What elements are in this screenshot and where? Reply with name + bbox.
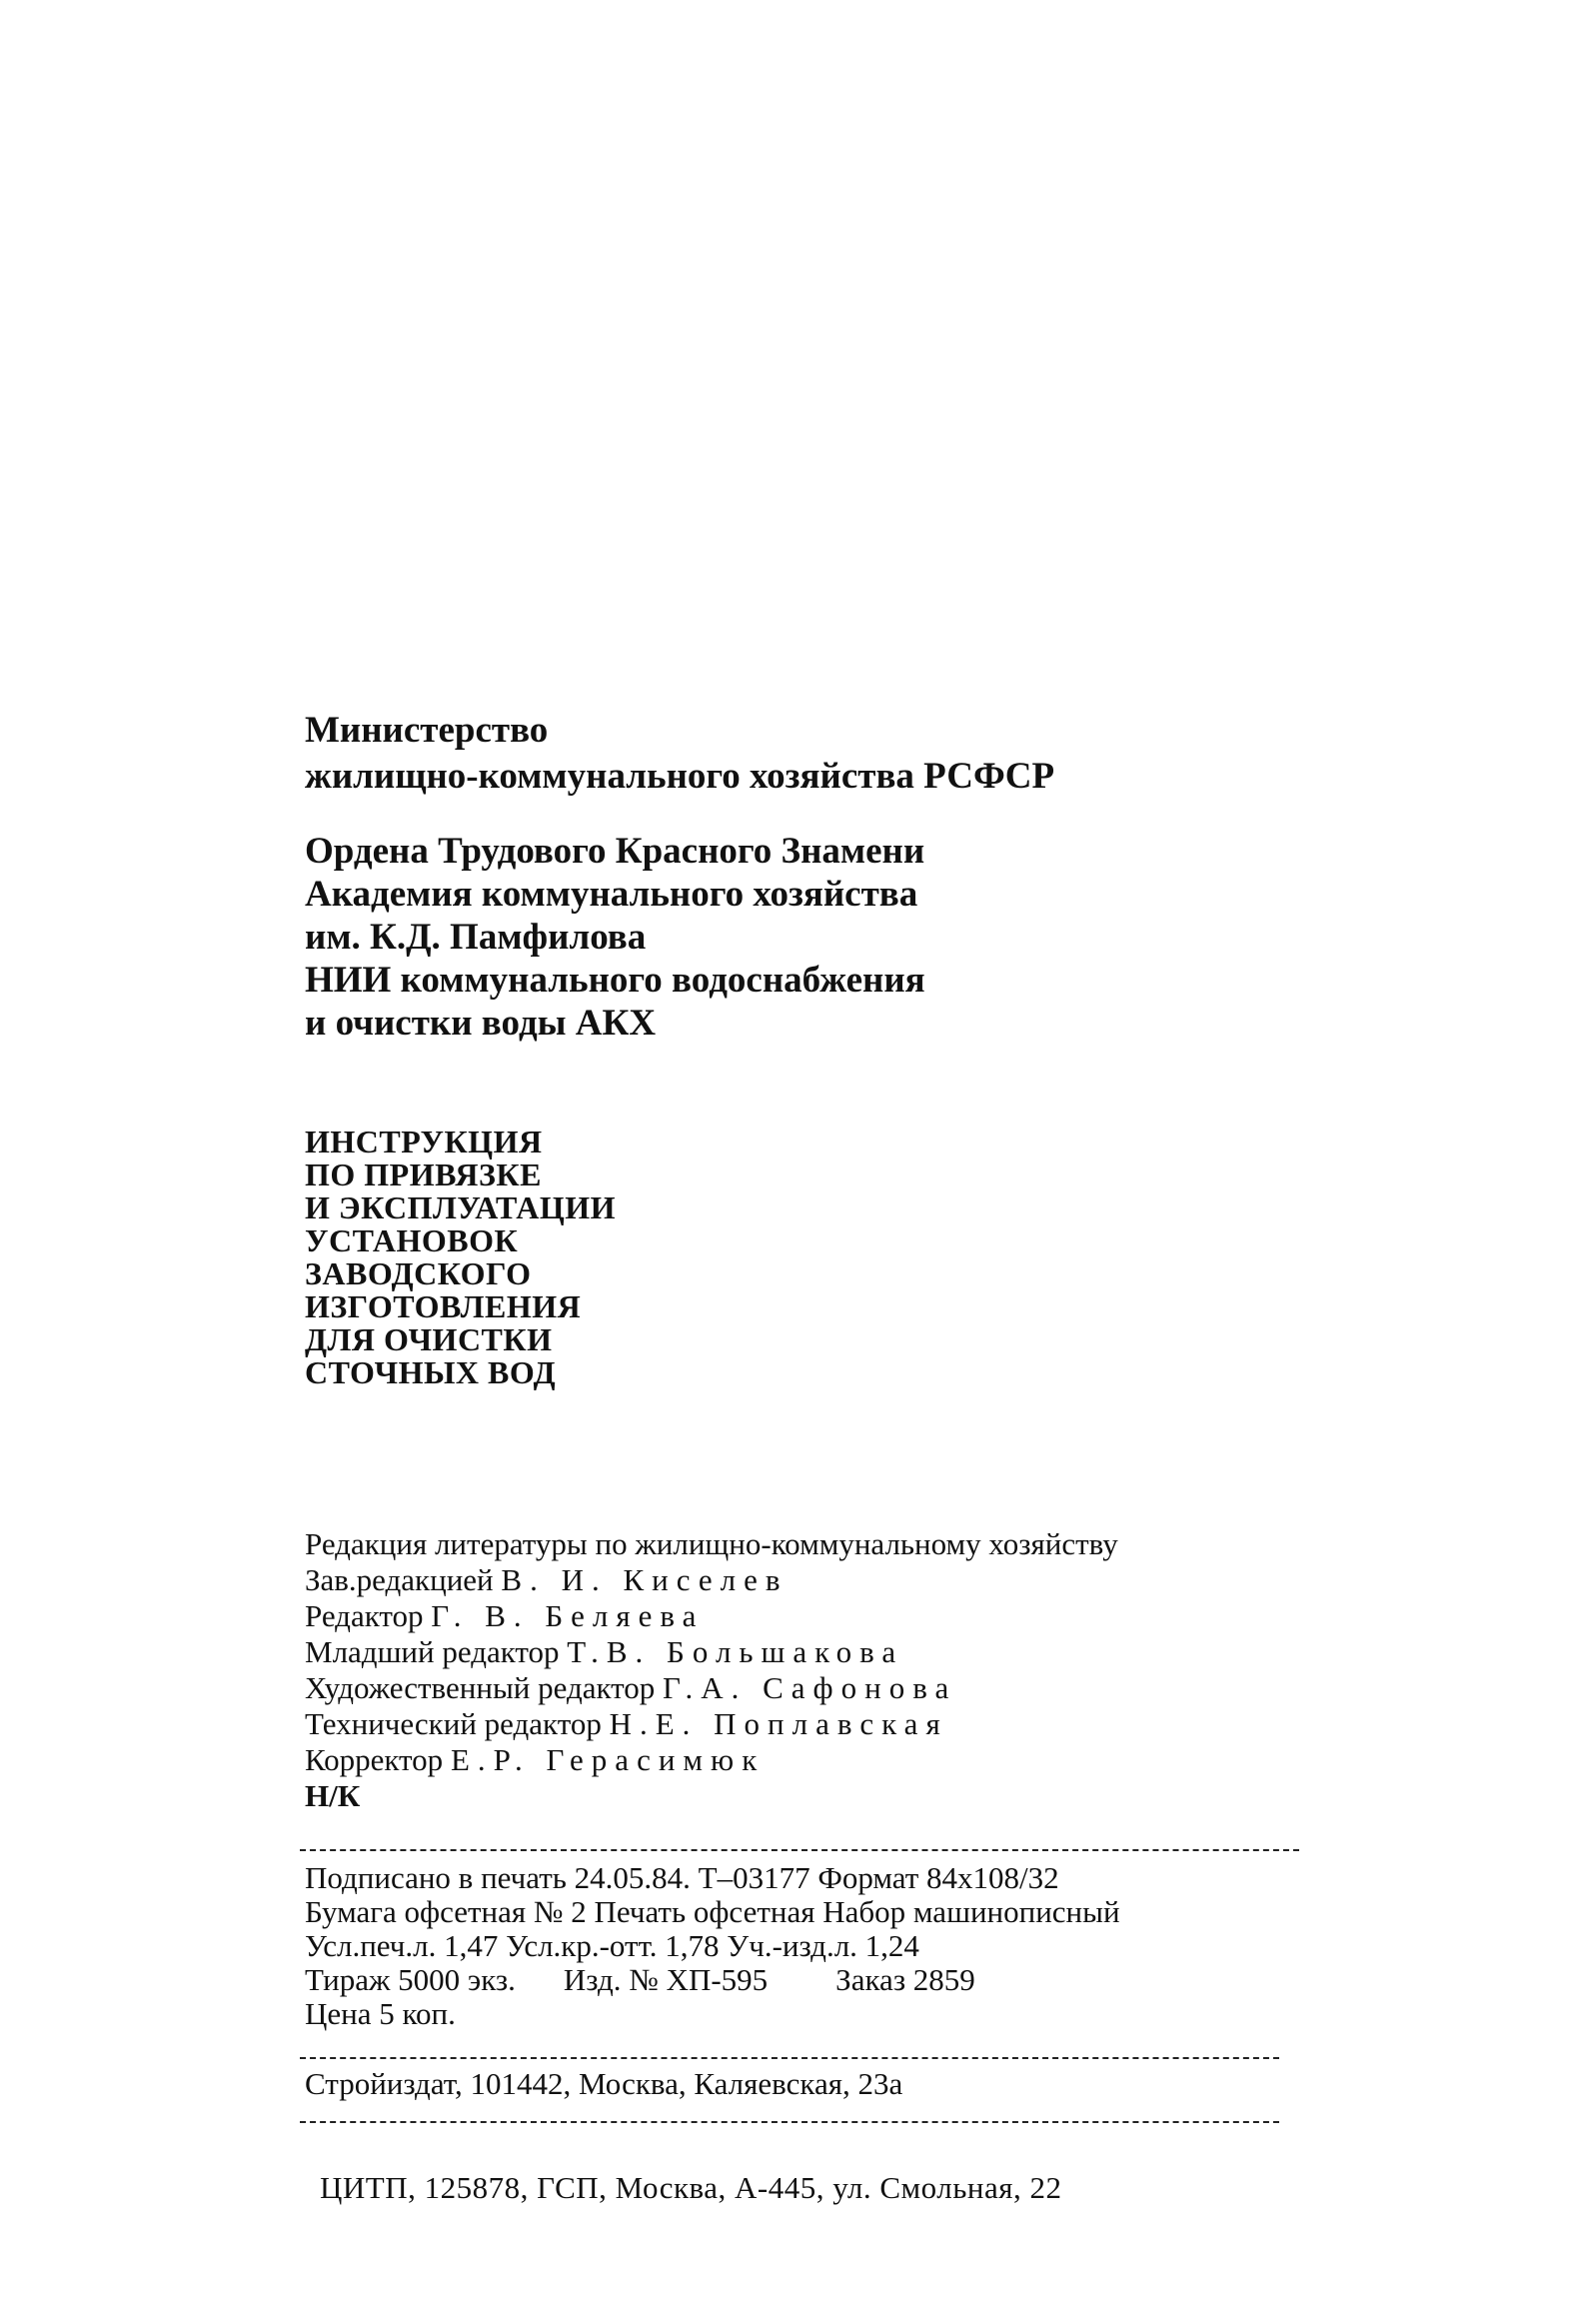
ministry-block [305, 708, 1054, 800]
print-line [305, 1861, 1120, 1895]
divider [300, 2121, 1279, 2123]
credits-block [305, 1526, 1118, 1814]
head-editor-line [305, 1562, 1118, 1598]
izd-number: Изд. № ХП-595 [563, 1962, 769, 1997]
academy-line: НИИ коммунального водоснабжения [305, 960, 925, 1001]
divider [300, 2057, 1279, 2059]
tirazh: Тираж 5000 экз. [305, 1962, 516, 1997]
title-line: ДЛЯ ОЧИСТКИ [305, 1321, 553, 1357]
price: Цена 5 коп. [305, 1996, 456, 2031]
print-type: Печать офсетная [594, 1894, 815, 1929]
corrector-line [305, 1742, 1118, 1778]
academy-line: и очистки воды АКХ [305, 1003, 657, 1044]
editor-role: Редактор [305, 1598, 424, 1633]
signed-date: Подписано в печать 24.05.84. [305, 1860, 691, 1895]
printer-address: ЦИТП, 125878, ГСП, Москва, А-445, ул. Смольная, 22 [320, 2170, 1062, 2205]
ministry-line: Министерство [305, 710, 549, 751]
print-line [305, 1929, 1120, 1963]
order-number: Заказ 2859 [835, 1962, 975, 1997]
tech-editor-line [305, 1706, 1118, 1742]
print-line [305, 1963, 1120, 1997]
uch-izd: Уч.-изд.л. 1,24 [727, 1928, 919, 1963]
title-line: ПО ПРИВЯЗКЕ [305, 1156, 542, 1192]
title-line: ЗАВОДСКОГО [305, 1255, 532, 1291]
corrector-role: Корректор [305, 1742, 444, 1777]
editor-line [305, 1598, 1118, 1634]
junior-editor-role: Младший редактор [305, 1634, 560, 1669]
usl-pech: Усл.печ.л. 1,47 [305, 1928, 499, 1963]
title-line: ИЗГОТОВЛЕНИЯ [305, 1288, 582, 1324]
junior-editor-name: Т.В. Большакова [567, 1634, 904, 1669]
academy-block [305, 830, 925, 1045]
junior-editor-line [305, 1634, 1118, 1670]
title-line: СТОЧНЫХ ВОД [305, 1354, 557, 1390]
title-line: ИНСТРУКЦИЯ [305, 1124, 543, 1159]
t-number: Т–03177 [698, 1860, 810, 1895]
academy-line: Академия коммунального хозяйства [305, 874, 918, 915]
head-editor-name: В. И. Киселев [501, 1562, 789, 1597]
divider [300, 1849, 1299, 1851]
academy-line: им. К.Д. Памфилова [305, 917, 647, 958]
title-line: И ЭКСПЛУАТАЦИИ [305, 1189, 617, 1225]
paper: Бумага офсетная № 2 [305, 1894, 587, 1929]
art-editor-name: Г.А. Сафонова [663, 1670, 957, 1705]
tech-editor-role: Технический редактор [305, 1706, 602, 1741]
head-editor-role: Зав.редакцией [305, 1562, 494, 1597]
publisher-address: Стройиздат, 101442, Москва, Каляевская, 23а [305, 2066, 903, 2101]
document-title [305, 1126, 616, 1389]
ministry-line: жилищно-коммунального хозяйства РСФСР [305, 756, 1055, 797]
academy-line: Ордена Трудового Красного Знамени [305, 831, 925, 872]
art-editor-line [305, 1670, 1118, 1706]
print-info-block [305, 1861, 1120, 2031]
editor-name: Г. В. Беляева [431, 1598, 705, 1633]
typeset: Набор машинописный [822, 1894, 1120, 1929]
usl-kr: Усл.кр.-отт. 1,78 [506, 1928, 720, 1963]
nk-mark: Н/К [305, 1778, 361, 1813]
format: Формат 84х108/32 [817, 1860, 1059, 1895]
title-line: УСТАНОВОК [305, 1222, 519, 1258]
tech-editor-name: Н.Е. Поплавская [609, 1706, 948, 1741]
corrector-name: Е.Р. Герасимюк [450, 1742, 766, 1777]
art-editor-role: Художественный редактор [305, 1670, 656, 1705]
edition-line: Редакция литературы по жилищно-коммунальному хозяйству [305, 1526, 1118, 1561]
print-line [305, 1895, 1120, 1929]
